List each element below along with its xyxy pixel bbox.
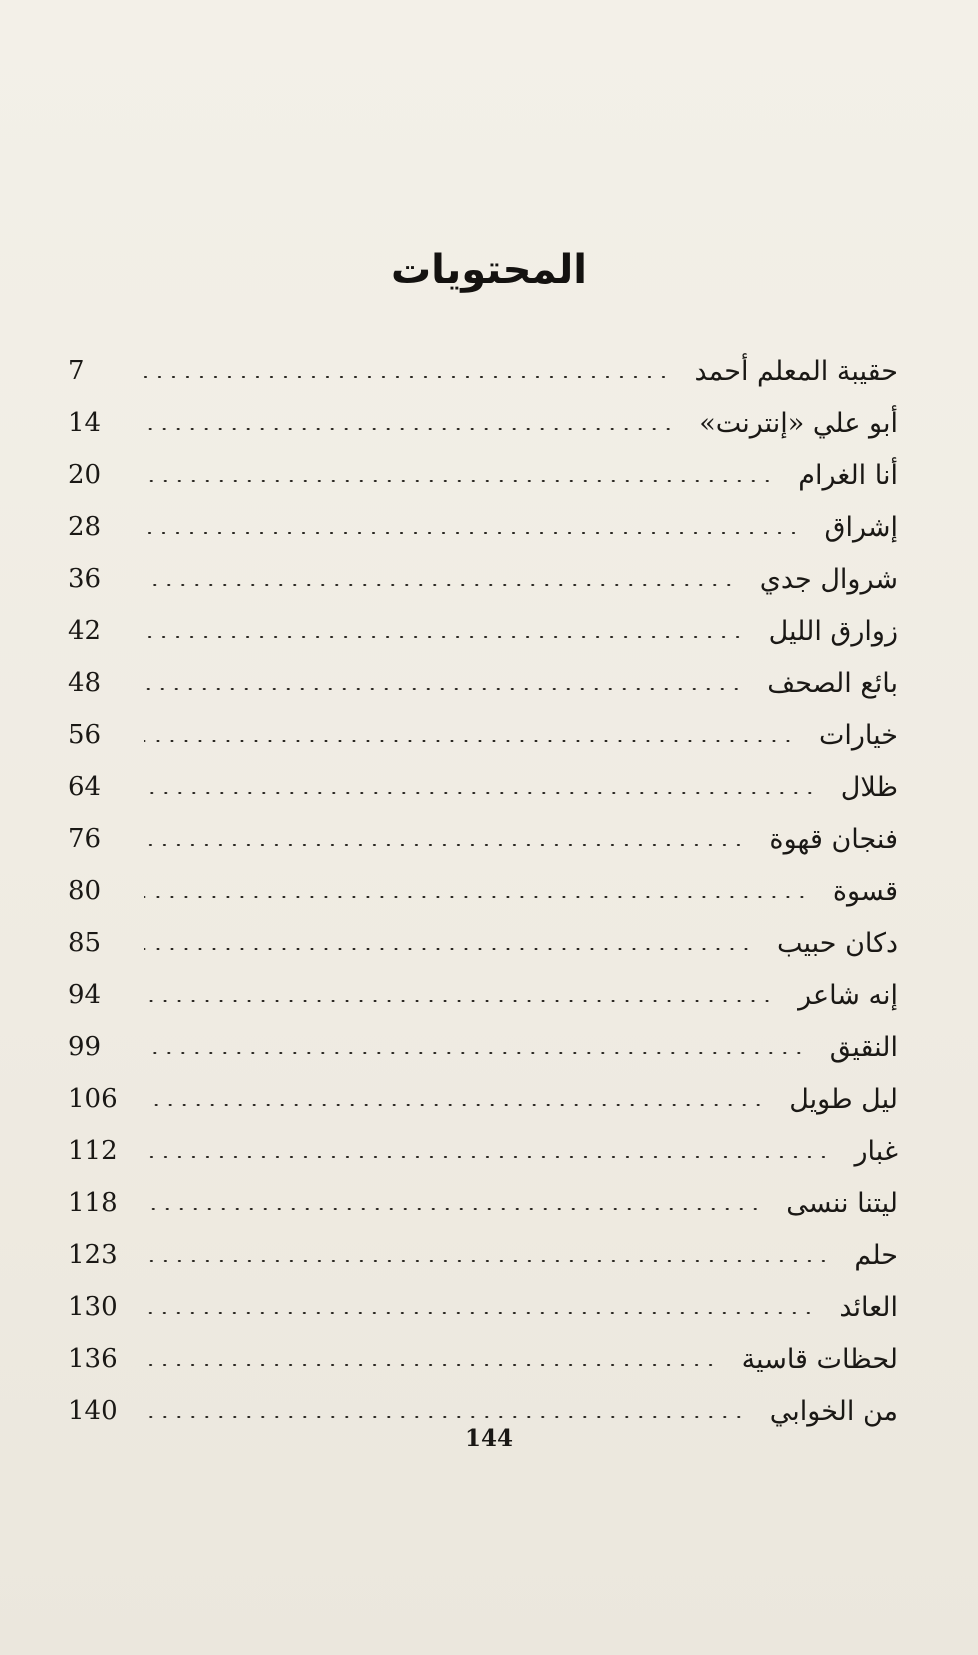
toc-entry <box>68 605 898 657</box>
toc-entry <box>68 1229 898 1281</box>
dot-leader <box>144 428 675 430</box>
toc-entry-page: 56 <box>68 720 102 750</box>
dot-leader <box>144 1260 830 1262</box>
toc-entry-title: غبار <box>854 1135 898 1167</box>
toc-entry-page: 112 <box>68 1136 118 1166</box>
toc-entry-title: زوارق الليل <box>768 615 898 647</box>
toc-entry-page: 20 <box>68 460 102 490</box>
dot-leader <box>144 792 817 794</box>
toc-entry-page: 106 <box>68 1084 118 1114</box>
toc-entry-page: 80 <box>68 876 102 906</box>
toc-entry-title: إشراق <box>824 511 898 543</box>
dot-leader <box>144 584 736 586</box>
toc-entry-title: أنا الغرام <box>798 459 898 491</box>
toc-entry <box>68 865 898 917</box>
toc-entry-title: فنجان قهوة <box>769 823 898 855</box>
toc-entry-page: 36 <box>68 564 102 594</box>
toc-entry <box>68 657 898 709</box>
toc-entry-page: 42 <box>68 616 102 646</box>
toc-entry-page: 7 <box>68 356 85 386</box>
toc-entry-page: 130 <box>68 1292 118 1322</box>
toc-entry <box>68 1177 898 1229</box>
toc-entry <box>68 813 898 865</box>
toc-entry-page: 64 <box>68 772 102 802</box>
dot-leader <box>144 740 795 742</box>
toc-entry <box>68 1281 898 1333</box>
toc-entry-page: 123 <box>68 1240 118 1270</box>
toc-entry <box>68 1021 898 1073</box>
toc-entry-title: أبو علي «إنترنت» <box>699 407 898 439</box>
dot-leader <box>144 1312 815 1314</box>
dot-leader <box>144 636 745 638</box>
toc-entry <box>68 969 898 1021</box>
dot-leader <box>144 376 670 378</box>
dot-leader <box>144 844 745 846</box>
toc-entry-title: خيارات <box>818 719 898 751</box>
toc-entry-page: 99 <box>68 1032 102 1062</box>
toc-entry <box>68 397 898 449</box>
toc-entry-page: 118 <box>68 1188 118 1218</box>
toc-entry-page: 140 <box>68 1396 118 1426</box>
toc-entry-title: حقيبة المعلم أحمد <box>694 355 898 387</box>
toc-entry-page: 28 <box>68 512 102 542</box>
toc-entry-title: ظلال <box>840 771 898 803</box>
dot-leader <box>144 480 774 482</box>
toc-entry <box>68 1073 898 1125</box>
toc-entry-title: شروال جدي <box>759 563 898 595</box>
toc-entry-title: النقيق <box>829 1031 898 1063</box>
page-title: المحتويات <box>390 247 587 293</box>
toc-entry <box>68 345 898 397</box>
table-of-contents <box>68 345 898 1437</box>
toc-entry <box>68 1125 898 1177</box>
toc-entry <box>68 917 898 969</box>
toc-entry-title: ليتنا ننسى <box>786 1187 898 1219</box>
dot-leader <box>144 948 753 950</box>
toc-entry <box>68 761 898 813</box>
toc-entry-title: حلم <box>854 1239 898 1271</box>
dot-leader <box>144 1156 830 1158</box>
toc-entry-page: 14 <box>68 408 102 438</box>
toc-entry <box>68 553 898 605</box>
toc-entry-title: إنه شاعر <box>798 979 898 1011</box>
toc-entry <box>68 449 898 501</box>
toc-entry-page: 48 <box>68 668 102 698</box>
dot-leader <box>144 532 801 534</box>
toc-entry-title: ليل طويل <box>789 1083 898 1115</box>
dot-leader <box>144 1416 746 1418</box>
page-number: 144 <box>464 1425 513 1452</box>
dot-leader <box>144 1208 762 1210</box>
toc-entry-title: العائد <box>839 1291 898 1323</box>
toc-entry-title: لحظات قاسية <box>741 1343 898 1375</box>
toc-entry-title: من الخوابي <box>769 1395 898 1427</box>
toc-entry <box>68 1333 898 1385</box>
dot-leader <box>144 688 743 690</box>
toc-entry <box>68 709 898 761</box>
dot-leader <box>144 1364 718 1366</box>
toc-entry-title: دكان حبيب <box>776 927 898 959</box>
toc-entry-title: قسوة <box>832 875 898 907</box>
toc-entry <box>68 501 898 553</box>
toc-entry-page: 94 <box>68 980 102 1010</box>
toc-entry-title: بائع الصحف <box>767 667 898 699</box>
dot-leader <box>144 1000 774 1002</box>
dot-leader <box>144 1104 765 1106</box>
dot-leader <box>144 896 809 898</box>
toc-entry-page: 76 <box>68 824 102 854</box>
toc-entry-page: 136 <box>68 1344 118 1374</box>
toc-entry-page: 85 <box>68 928 102 958</box>
dot-leader <box>144 1052 806 1054</box>
